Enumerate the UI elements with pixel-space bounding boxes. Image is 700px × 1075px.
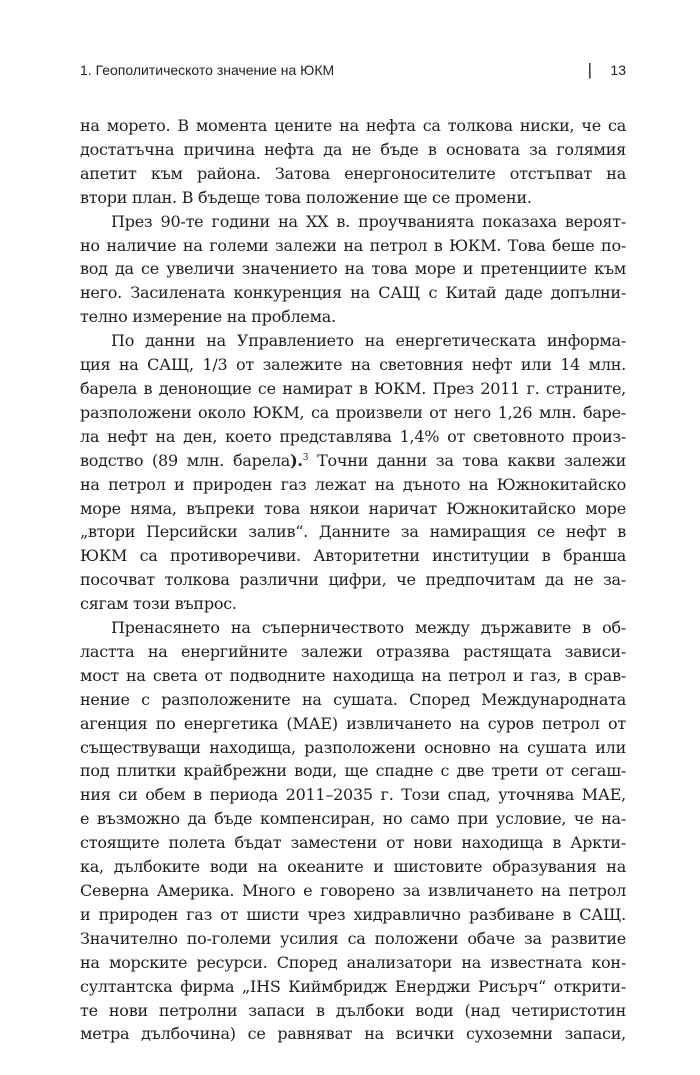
text-line: достатъчна причина нефта да не бъде в основата за голямия [80,139,626,159]
footnote-reference[interactable]: 3 [302,452,309,463]
paragraph [80,210,626,330]
running-header [80,62,626,84]
text-line: „втори Персийски залив“. Данните за намиращия се нефт в [80,522,626,542]
text-line: ЮКМ са противоречиви. Авторитетни институции в бранша [80,546,626,566]
text-line: нение с разположените на сушата. Според Международната [80,689,626,709]
text-line: агенция по енергетика (МАЕ) извличането на суров петрол от [80,713,626,733]
text-line: разположени около ЮКМ, са произвели от него 1,26 млн. баре- [80,402,626,422]
text-line: на петрол и природен газ лежат на дъното на Южнокитайско [80,474,626,494]
text-line: под плитки крайбрежни води, ще спадне с две трети от сегаш- [80,761,626,781]
page-number: 13 [610,62,626,78]
text-line: стоящите полета бъдат заместени от нови находища в Аркти- [80,833,626,853]
text-line: Значително по-големи усилия са положени обаче за развитие [80,928,626,948]
text-line: ка, дълбоките води на океаните и шистовите образувания на [80,857,626,877]
text-line: и природен газ от шисти чрез хидравлично разбиване в САЩ. [80,904,626,924]
text-line: През 90-те години на XX в. проучванията показаха вероят- [111,211,626,231]
text-line: него. Засилената конкуренция на САЩ с Китай даде допълни- [80,283,626,303]
text-line: мост на света от подводните находища на петрол и газ, в срав- [80,665,626,685]
page-body [80,114,626,1046]
text-line: втори план. В бъдеще това положение ще се промени. [80,187,532,207]
text-line: барела в денонощие се намират в ЮКМ. През 2011 г. страните, [80,378,626,398]
text-line: ция на САЩ, 1/3 от залежите на световния нефт или 14 млн. [80,355,626,375]
closing-parenthesis: ). [290,450,303,470]
text-line: Пренасянето на съперничеството между държавите в об- [111,618,626,638]
text-line: вод да се увеличи значението на това море и претенциите към [80,259,626,279]
text-line: съществуващи находища, разположени основно на сушата или [80,737,626,757]
text-line: море няма, въпреки това някои наричат Южнокитайско море [80,498,626,518]
text-line: По данни на Управлението на енергетическата информа- [111,331,626,351]
text-line-with-footnote [80,449,626,473]
paragraph [80,616,626,1046]
text-line: ния си обем в периода 2011–2035 г. Този спад, уточнява МАЕ, [80,785,626,805]
text-segment: водство (89 млн. барела [80,450,291,470]
text-line: е възможно да бъде компенсиран, но само при условие, че на- [80,809,626,829]
text-line: телно измерение на проблема. [80,307,336,327]
text-line: ла нефт на ден, което представлява 1,4% от световното произ- [80,426,626,446]
paragraph [80,114,626,210]
text-line: на морето. В момента цените на нефта са толкова ниски, че са [80,116,626,135]
text-line: на морските ресурси. Според анализатори на известната кон- [80,952,626,972]
header-separator: | [587,60,592,79]
text-line: Северна Америка. Много е говорено за извличането на петрол [80,881,626,900]
text-line: метра дълбочина) се равняват на всички сухоземни запаси, [80,1024,626,1044]
text-line: посочват толкова различни цифри, че предпочитам да не за- [80,570,626,590]
paragraph [80,329,626,616]
text-line: апетит към района. Затова енергоносителите отстъпват на [80,163,626,183]
text-line: те нови петролни запаси в дълбоки води (над четиристотин [80,1000,626,1020]
chapter-title: 1. Геополитическото значение на ЮКМ [80,62,335,78]
text-line: ластта на енергийните залежи отразява растящата зависи- [80,641,626,661]
text-segment: Точни данни за това какви залежи [308,450,626,470]
text-line: султантска фирма „IHS Киймбридж Енерджи Рисърч“ открити- [80,976,626,996]
text-line: но наличие на големи залежи на петрол в ЮКМ. Това беше по- [80,235,626,255]
text-line: сягам този въпрос. [80,594,237,614]
